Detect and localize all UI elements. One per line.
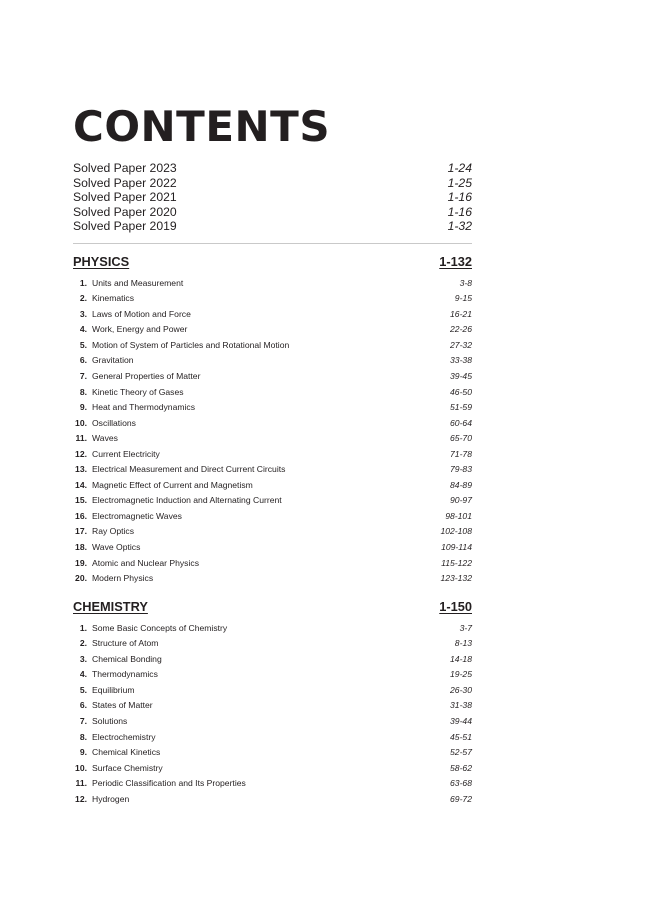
solved-paper-row[interactable] bbox=[73, 161, 472, 176]
chapter-list bbox=[73, 620, 472, 807]
chapter-pages: 109-114 bbox=[441, 542, 472, 553]
section-heading[interactable] bbox=[73, 599, 472, 618]
chapter-pages: 3-8 bbox=[459, 277, 472, 288]
solved-paper-pages: 1-16 bbox=[447, 204, 472, 219]
chapter-title: States of Matter bbox=[92, 700, 153, 711]
solved-paper-row[interactable] bbox=[73, 176, 472, 191]
chapter-number: 4. bbox=[79, 324, 87, 335]
divider bbox=[73, 243, 472, 244]
solved-paper-pages: 1-24 bbox=[447, 161, 472, 175]
chapter-title: Laws of Motion and Force bbox=[92, 308, 191, 319]
chapter-number: 1. bbox=[79, 622, 87, 633]
solved-paper-row[interactable] bbox=[73, 205, 472, 220]
chapter-row[interactable] bbox=[73, 384, 472, 400]
chapter-title: Electromagnetic Waves bbox=[92, 510, 182, 521]
section-heading[interactable] bbox=[73, 254, 472, 273]
solved-papers-list bbox=[73, 161, 472, 234]
chapter-row[interactable] bbox=[73, 620, 472, 636]
chapter-pages: 9-15 bbox=[454, 293, 472, 304]
chapter-pages: 27-32 bbox=[450, 339, 472, 350]
chapter-number: 7. bbox=[79, 371, 87, 382]
chapter-pages: 98-101 bbox=[445, 510, 472, 521]
chapter-row[interactable] bbox=[73, 775, 472, 791]
chapter-row[interactable] bbox=[73, 508, 472, 524]
chapter-pages: 19-25 bbox=[450, 669, 472, 680]
chapter-pages: 69-72 bbox=[450, 793, 472, 804]
chapter-title: Modern Physics bbox=[92, 573, 154, 584]
section-pages: 1-132 bbox=[439, 253, 472, 269]
page-title: CONTENTS bbox=[73, 102, 331, 151]
solved-paper-label: Solved Paper 2022 bbox=[73, 175, 177, 190]
solved-paper-row[interactable] bbox=[73, 219, 472, 234]
chapter-pages: 79-83 bbox=[450, 464, 472, 475]
chapter-pages: 84-89 bbox=[450, 479, 472, 490]
chapter-pages: 60-64 bbox=[450, 417, 472, 428]
chapter-pages: 115-122 bbox=[441, 557, 472, 568]
section-name: PHYSICS bbox=[73, 253, 130, 269]
chapter-row[interactable] bbox=[73, 555, 472, 571]
chapter-pages: 3-7 bbox=[459, 622, 472, 633]
chapter-row[interactable] bbox=[73, 337, 472, 353]
chapter-pages: 22-26 bbox=[450, 324, 472, 335]
chapter-title: Kinematics bbox=[92, 293, 135, 304]
chapter-title: Electrochemistry bbox=[92, 731, 156, 742]
chapter-title: Electromagnetic Induction and Alternating Current bbox=[92, 495, 282, 506]
chapter-pages: 51-59 bbox=[450, 402, 472, 413]
chapter-number: 12. bbox=[75, 448, 87, 459]
chapter-row[interactable] bbox=[73, 493, 472, 509]
chapter-title: Current Electricity bbox=[92, 448, 160, 459]
chapter-number: 16. bbox=[75, 510, 87, 521]
chapter-row[interactable] bbox=[73, 462, 472, 478]
chapter-row[interactable] bbox=[73, 539, 472, 555]
chapter-title: Hydrogen bbox=[92, 793, 130, 804]
chapter-number: 5. bbox=[79, 339, 87, 350]
chapter-row[interactable] bbox=[73, 698, 472, 714]
chapter-row[interactable] bbox=[73, 306, 472, 322]
chapter-pages: 26-30 bbox=[450, 684, 472, 695]
chapter-row[interactable] bbox=[73, 368, 472, 384]
chapter-number: 6. bbox=[79, 700, 87, 711]
chapter-title: Electrical Measurement and Direct Current Circuits bbox=[92, 464, 286, 475]
chapter-pages: 33-38 bbox=[450, 355, 472, 366]
chapter-title: Solutions bbox=[92, 715, 128, 726]
chapter-row[interactable] bbox=[73, 760, 472, 776]
chapter-title: Motion of System of Particles and Rotational Motion bbox=[92, 339, 290, 350]
chapter-row[interactable] bbox=[73, 524, 472, 540]
chapter-number: 3. bbox=[79, 308, 87, 319]
chapter-pages: 39-44 bbox=[450, 715, 472, 726]
chapter-row[interactable] bbox=[73, 446, 472, 462]
chapter-number: 1. bbox=[79, 277, 87, 288]
solved-paper-row[interactable] bbox=[73, 190, 472, 205]
chapter-row[interactable] bbox=[73, 791, 472, 807]
chapter-number: 11. bbox=[75, 433, 87, 444]
chapter-title: Equilibrium bbox=[92, 684, 135, 695]
chapter-row[interactable] bbox=[73, 415, 472, 431]
section-name: CHEMISTRY bbox=[73, 598, 148, 614]
chapter-title: Structure of Atom bbox=[92, 638, 159, 649]
chapter-number: 8. bbox=[79, 386, 87, 397]
chapter-pages: 14-18 bbox=[450, 653, 472, 664]
chapter-title: Kinetic Theory of Gases bbox=[92, 386, 184, 397]
chapter-number: 8. bbox=[79, 731, 87, 742]
chapter-number: 2. bbox=[79, 293, 87, 304]
chapter-row[interactable] bbox=[73, 291, 472, 307]
section-pages: 1-150 bbox=[439, 598, 472, 614]
solved-paper-label: Solved Paper 2023 bbox=[73, 161, 177, 175]
chapter-pages: 31-38 bbox=[450, 700, 472, 711]
chapter-pages: 71-78 bbox=[450, 448, 472, 459]
chapter-row[interactable] bbox=[73, 744, 472, 760]
chapter-pages: 102-108 bbox=[440, 526, 472, 537]
chapter-number: 6. bbox=[79, 355, 87, 366]
chapter-row[interactable] bbox=[73, 399, 472, 415]
chapter-pages: 45-51 bbox=[450, 731, 472, 742]
chapter-number: 9. bbox=[79, 402, 87, 413]
chapter-title: Thermodynamics bbox=[92, 669, 158, 680]
chapter-title: Work, Energy and Power bbox=[92, 324, 188, 335]
chapter-row[interactable] bbox=[73, 322, 472, 338]
chapter-pages: 8-13 bbox=[454, 638, 472, 649]
contents-page bbox=[73, 100, 472, 806]
chapter-list bbox=[73, 275, 472, 586]
chapter-title: Chemical Bonding bbox=[92, 653, 162, 664]
chapter-row[interactable] bbox=[73, 713, 472, 729]
chapter-title: Periodic Classification and Its Properties bbox=[92, 778, 246, 789]
chapter-title: Surface Chemistry bbox=[92, 762, 163, 773]
chapter-number: 5. bbox=[79, 684, 87, 695]
chapter-title: Oscillations bbox=[92, 417, 136, 428]
chapter-title: Chemical Kinetics bbox=[92, 747, 161, 758]
chapter-number: 14. bbox=[75, 479, 87, 490]
chapter-title: Wave Optics bbox=[92, 542, 141, 553]
chapter-pages: 123-132 bbox=[440, 573, 472, 584]
chapter-row[interactable] bbox=[73, 682, 472, 698]
chapter-row[interactable] bbox=[73, 353, 472, 369]
chapter-row[interactable] bbox=[73, 651, 472, 667]
solved-paper-label: Solved Paper 2021 bbox=[73, 190, 177, 205]
chapter-pages: 90-97 bbox=[450, 495, 472, 506]
chapter-number: 3. bbox=[79, 653, 87, 664]
chapter-number: 12. bbox=[75, 793, 87, 804]
chapter-number: 13. bbox=[75, 464, 87, 475]
solved-paper-pages: 1-25 bbox=[447, 175, 472, 190]
chapter-number: 18. bbox=[75, 542, 87, 553]
chapter-number: 4. bbox=[79, 669, 87, 680]
chapter-pages: 16-21 bbox=[450, 308, 472, 319]
chapter-number: 10. bbox=[75, 762, 87, 773]
chapter-row[interactable] bbox=[73, 477, 472, 493]
chapter-pages: 63-68 bbox=[450, 778, 472, 789]
sections bbox=[73, 254, 472, 807]
chapter-number: 9. bbox=[79, 747, 87, 758]
chapter-title: Ray Optics bbox=[92, 526, 135, 537]
chapter-row[interactable] bbox=[73, 430, 472, 446]
chapter-pages: 39-45 bbox=[450, 371, 472, 382]
chapter-title: Heat and Thermodynamics bbox=[92, 402, 196, 413]
chapter-number: 11. bbox=[75, 778, 87, 789]
chapter-pages: 65-70 bbox=[450, 433, 472, 444]
chapter-number: 2. bbox=[79, 638, 87, 649]
chapter-row[interactable] bbox=[73, 729, 472, 745]
chapter-number: 19. bbox=[75, 557, 87, 568]
chapter-pages: 46-50 bbox=[450, 386, 472, 397]
chapter-row[interactable] bbox=[73, 275, 472, 291]
chapter-number: 10. bbox=[75, 417, 87, 428]
chapter-number: 20. bbox=[75, 573, 87, 584]
chapter-title: Units and Measurement bbox=[92, 277, 184, 288]
chapter-title: Waves bbox=[92, 433, 118, 444]
solved-paper-pages: 1-32 bbox=[447, 219, 472, 234]
chapter-row[interactable] bbox=[73, 570, 472, 586]
solved-paper-label: Solved Paper 2020 bbox=[73, 204, 177, 219]
chapter-number: 15. bbox=[75, 495, 87, 506]
chapter-row[interactable] bbox=[73, 667, 472, 683]
chapter-number: 7. bbox=[79, 715, 87, 726]
chapter-title: Magnetic Effect of Current and Magnetism bbox=[92, 479, 253, 490]
solved-paper-pages: 1-16 bbox=[447, 190, 472, 205]
chapter-pages: 58-62 bbox=[450, 762, 472, 773]
chapter-title: Atomic and Nuclear Physics bbox=[92, 557, 199, 568]
chapter-title: General Properties of Matter bbox=[92, 371, 201, 382]
chapter-number: 17. bbox=[75, 526, 87, 537]
solved-paper-label: Solved Paper 2019 bbox=[73, 219, 177, 234]
chapter-title: Some Basic Concepts of Chemistry bbox=[92, 622, 228, 633]
chapter-row[interactable] bbox=[73, 635, 472, 651]
chapter-pages: 52-57 bbox=[450, 747, 472, 758]
chapter-title: Gravitation bbox=[92, 355, 134, 366]
